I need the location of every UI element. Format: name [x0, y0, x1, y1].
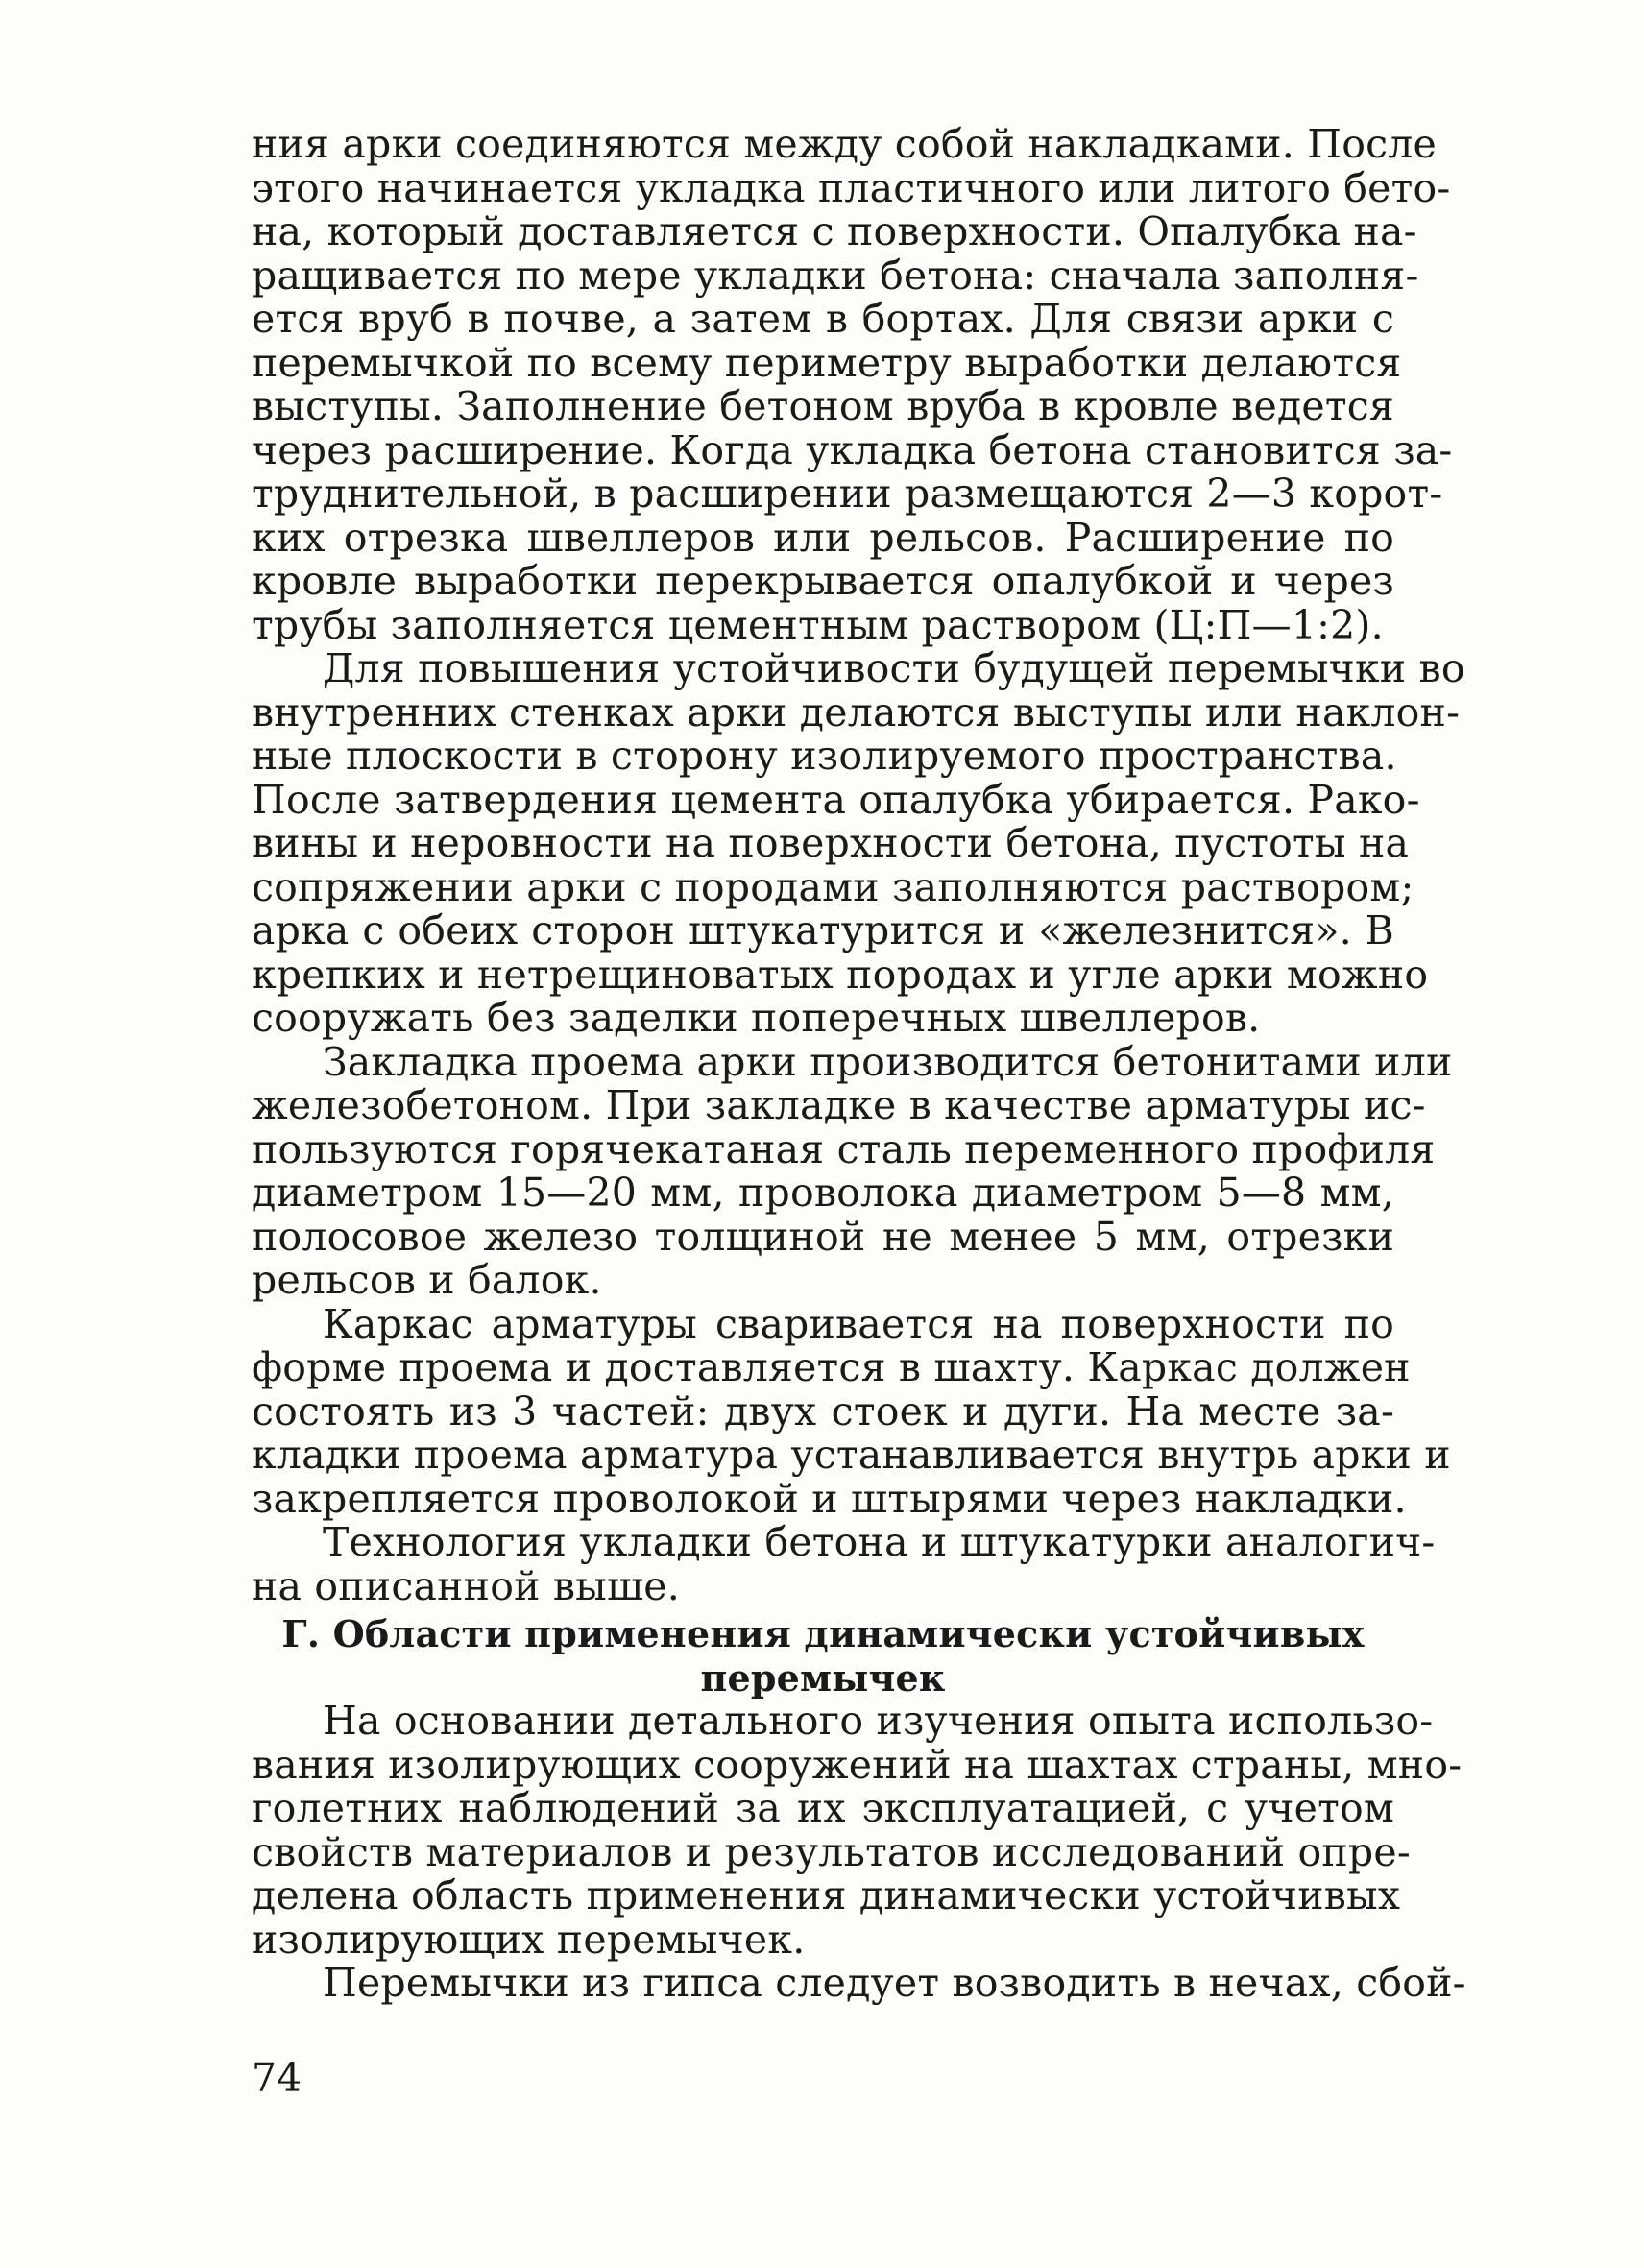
text-line: выступы. Заполнение бетоном вруба в кровле ведется	[252, 383, 1394, 429]
text-line: Перемычки из гипса следует возводить в нечах, сбой-	[323, 1960, 1466, 2006]
text-line: состоять из 3 частей: двух стоек и дуги. На месте за-	[252, 1387, 1394, 1435]
text-line: крепких и нетрещиноватых породах и угле арки можно	[252, 951, 1429, 998]
paragraph-6	[252, 1698, 1463, 1963]
text-line: Для повышения устойчивости будущей перемычки во	[323, 645, 1465, 691]
text-line: перемычкой по всему периметру выработки делаются	[252, 339, 1402, 386]
text-line: голетних наблюдений за их эксплуатацией, с учетом	[252, 1785, 1394, 1831]
text-line: кладки проема арматура устанавливается внутрь арки и	[252, 1432, 1451, 1478]
text-line: ные плоскости в сторону изолируемого пространства.	[252, 733, 1397, 779]
text-line: ния арки соединяются между собой накладками. После	[252, 121, 1437, 167]
text-line: На основании детального изучения опыта использо-	[323, 1698, 1434, 1744]
heading-line-2: перемычек	[700, 1655, 946, 1700]
text-line: делена область применения динамически устойчивых	[252, 1872, 1401, 1918]
paragraph-7	[252, 1960, 1466, 2006]
text-line: закрепляется проволокой и штырями через накладки.	[252, 1475, 1407, 1522]
text-line: Каркас арматуры сваривается на поверхности по	[323, 1300, 1394, 1347]
body-text	[252, 121, 1466, 2006]
text-line: трубы заполняется цементным раствором (Ц:П—1:2).	[252, 601, 1384, 648]
text-line: через расширение. Когда укладка бетона становится за-	[252, 426, 1453, 473]
text-line: диаметром 15—20 мм, проволока диаметром 5—8 мм,	[252, 1170, 1394, 1216]
text-line: форме проема и доставляется в шахту. Каркас должен	[252, 1344, 1411, 1390]
text-line: внутренних стенках арки делаются выступы или наклон-	[252, 688, 1461, 736]
text-line: сооружать без заделки поперечных швеллеров.	[252, 995, 1261, 1041]
text-line: сопряжении арки с породами заполняются раствором;	[252, 863, 1414, 910]
text-line: полосовое железо толщиной не менее 5 мм, отрезки	[252, 1213, 1394, 1260]
text-line: ется вруб в почве, а затем в бортах. Для связи арки с	[252, 296, 1394, 342]
text-line: рельсов и балок.	[252, 1257, 602, 1303]
text-line: арка с обеих сторон штукатурится и «железнится». В	[252, 907, 1394, 953]
text-line: ких отрезка швеллеров или рельсов. Расширение по	[252, 514, 1394, 561]
text-line: ращивается по мере укладки бетона: сначала заполня-	[252, 252, 1419, 299]
text-line: на, который доставляется с поверхности. Опалубка на-	[252, 208, 1417, 254]
text-line: на описанной выше.	[252, 1562, 680, 1609]
section-heading	[252, 1612, 1394, 1700]
text-line: кровле выработки перекрывается опалубкой и через	[252, 558, 1394, 604]
text-line: изолирующих перемычек.	[252, 1916, 806, 1963]
text-line: вины и неровности на поверхности бетона, пустоты на	[252, 820, 1410, 866]
text-line: этого начинается укладка пластичного или литого бето-	[252, 164, 1451, 211]
text-line: После затвердения цемента опалубка убирается. Рако-	[252, 776, 1420, 823]
paragraph-5	[252, 1519, 1436, 1609]
text-line: Закладка проема арки производится бетонитами или	[323, 1038, 1453, 1085]
text-line: свойств материалов и результатов исследований опре-	[252, 1828, 1411, 1875]
text-line: вания изолирующих сооружений на шахтах страны, мно-	[252, 1741, 1463, 1788]
heading-line-1: Г. Области применения динамически устойчивых	[281, 1612, 1365, 1655]
paragraph-2	[252, 645, 1465, 1041]
paragraph-1	[252, 121, 1453, 648]
text-line: Технология укладки бетона и штукатурки аналогич-	[323, 1519, 1436, 1565]
text-line: пользуются горячекатаная сталь переменного профиля	[252, 1125, 1436, 1172]
paragraph-4	[252, 1300, 1451, 1522]
text-line: железобетоном. При закладке в качестве арматуры ис-	[252, 1082, 1426, 1128]
page-number: 74	[252, 2055, 302, 2101]
paragraph-3	[252, 1038, 1453, 1303]
text-line: труднительной, в расширении размещаются 2—3 корот-	[252, 470, 1443, 517]
